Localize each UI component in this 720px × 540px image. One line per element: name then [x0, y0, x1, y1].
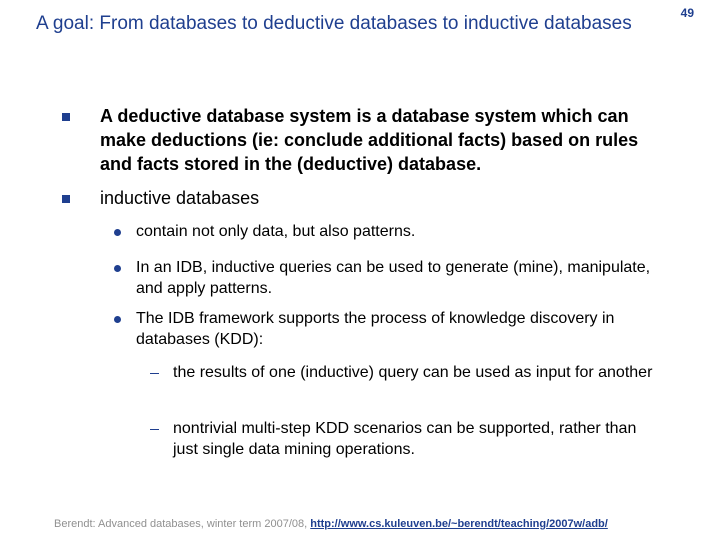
footer-link[interactable]: http://www.cs.kuleuven.be/~berendt/teaching/2007w/adb/	[310, 518, 608, 530]
square-bullet-icon	[62, 195, 70, 203]
subbullet-patterns: contain not only data, but also patterns.	[136, 223, 416, 240]
dot-bullet-icon	[114, 229, 121, 236]
bullet-inductive-databases: inductive databases	[100, 188, 260, 208]
footer	[54, 518, 714, 530]
dot-bullet-icon	[114, 265, 121, 272]
footer-citation: Berendt: Advanced databases, winter term 2007/08,	[54, 518, 308, 530]
dash-bullet-icon	[150, 429, 159, 430]
square-bullet-icon	[62, 113, 70, 121]
subbullet-idb-framework: The IDB framework supports the process of knowledge discovery in databases (KDD):	[136, 310, 615, 348]
slide-title: A goal: From databases to deductive databases to inductive databases	[36, 13, 632, 34]
subsubbullet-query-input: the results of one (inductive) query can be used as input for another	[173, 364, 653, 381]
bullet-deductive-database: A deductive database system is a database system which can make deductions (ie: conclude additional facts) based on rules and facts stored in the (deductive) database.	[100, 106, 639, 174]
slide-number: 49	[680, 6, 694, 20]
dash-bullet-icon	[150, 373, 159, 374]
dot-bullet-icon	[114, 316, 121, 323]
subbullet-inductive-queries: In an IDB, inductive queries can be used to generate (mine), manipulate, and apply patterns.	[136, 259, 651, 297]
subsubbullet-multistep-kdd: nontrivial multi-step KDD scenarios can be supported, rather than just single data mining operations.	[173, 420, 637, 458]
